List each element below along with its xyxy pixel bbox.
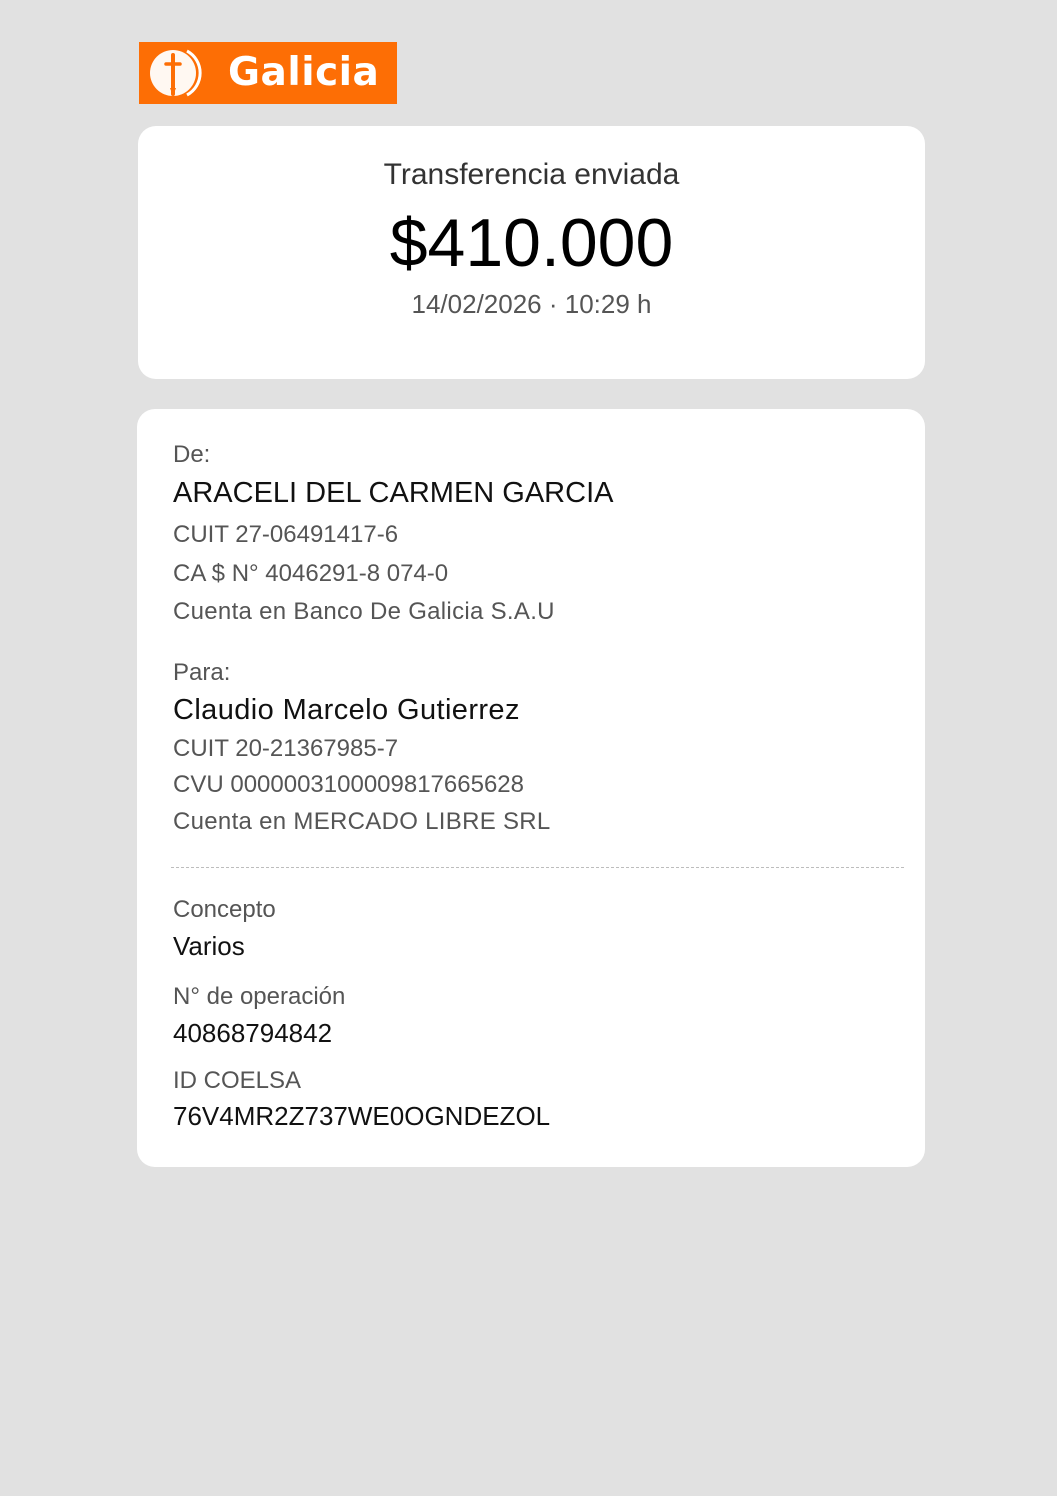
from-bank: Cuenta en Banco De Galicia S.A.U xyxy=(173,598,555,625)
operation-number-label: N° de operación xyxy=(173,983,346,1010)
transfer-details-card xyxy=(137,409,925,1167)
operation-number-value: 40868794842 xyxy=(173,1018,333,1048)
divider xyxy=(171,867,904,868)
transfer-summary-card xyxy=(138,126,925,379)
from-label: De: xyxy=(173,441,211,468)
coelsa-id-label: ID COELSA xyxy=(173,1067,302,1094)
from-name: ARACELI DEL CARMEN GARCIA xyxy=(173,477,614,509)
transfer-datetime: 14/02/2026 · 10:29 h xyxy=(411,289,652,319)
from-cuit: CUIT 27-06491417-6 xyxy=(173,521,399,548)
coelsa-id-value: 76V4MR2Z737WE0OGNDEZOL xyxy=(173,1101,551,1131)
concept-value: Varios xyxy=(173,931,245,961)
brand-name: Galicia xyxy=(228,50,380,95)
to-name: Claudio Marcelo Gutierrez xyxy=(173,694,520,726)
to-cuit: CUIT 20-21367985-7 xyxy=(173,735,399,762)
concept-label: Concepto xyxy=(173,896,276,923)
galicia-logo xyxy=(139,42,397,104)
transfer-status: Transferencia enviada xyxy=(383,158,680,191)
to-label: Para: xyxy=(173,659,231,686)
from-account: CA $ N° 4046291-8 074-0 xyxy=(173,560,449,587)
transfer-amount: $410.000 xyxy=(389,205,674,281)
to-bank: Cuenta en MERCADO LIBRE SRL xyxy=(173,808,551,835)
galicia-cross-icon xyxy=(139,42,211,104)
to-account: CVU 0000003100009817665628 xyxy=(173,771,524,798)
